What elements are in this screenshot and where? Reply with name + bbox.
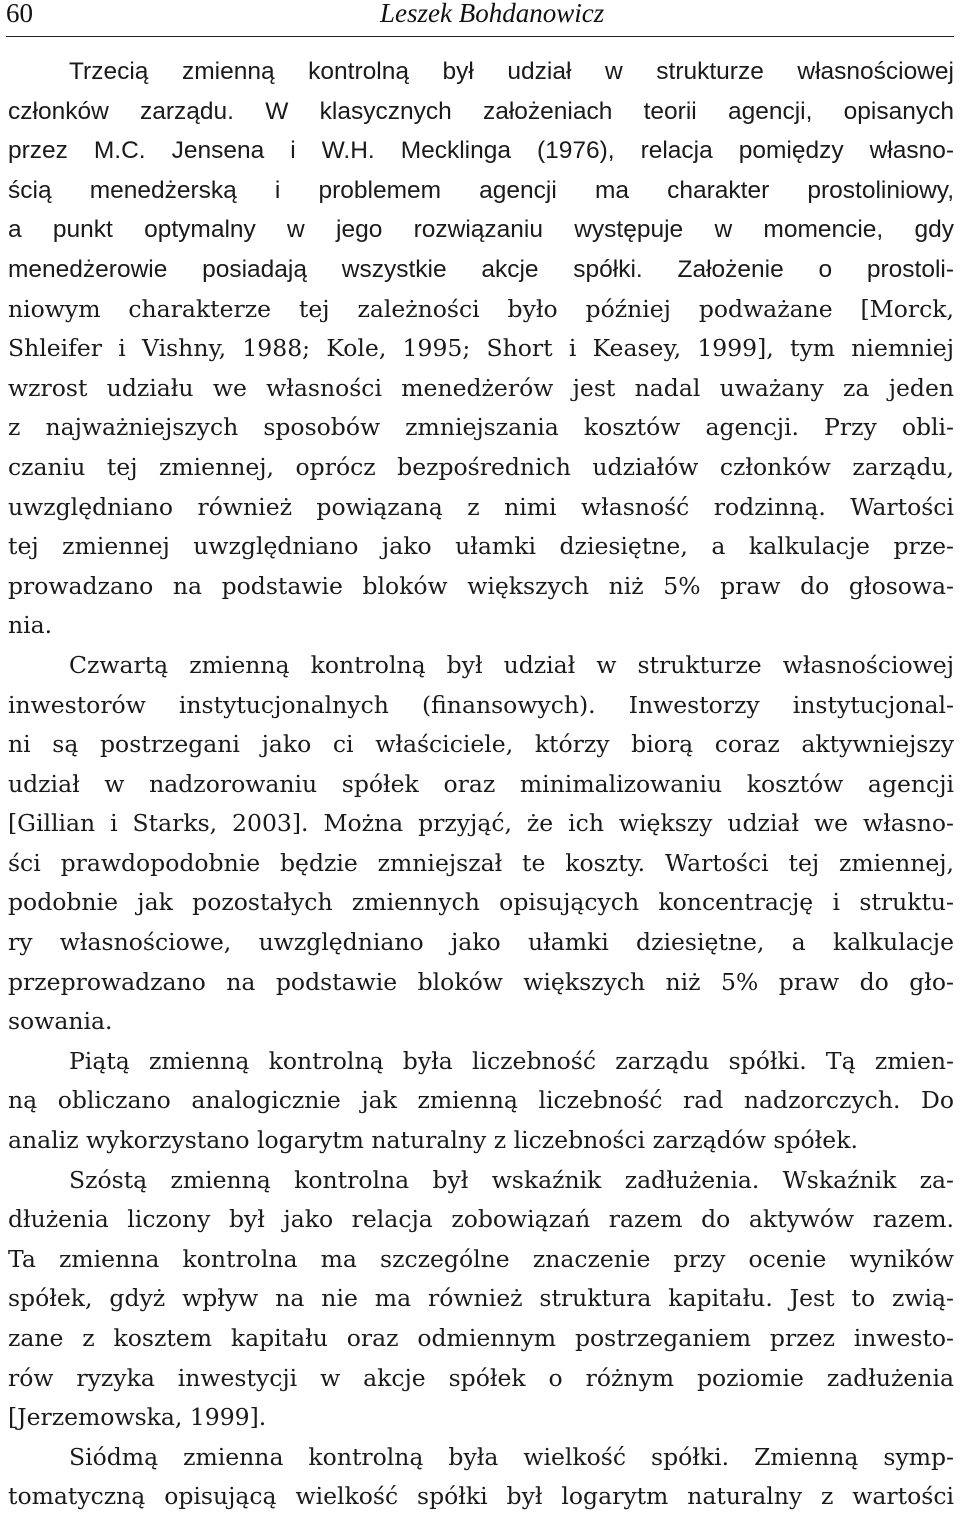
text-line: sowania.	[8, 1007, 113, 1036]
text-line: udział w nadzorowaniu spółek oraz minimalizowaniu kosztów agencji	[8, 769, 954, 798]
text-line: ni są postrzegani jako ci właściciele, którzy biorą coraz aktywniejszy	[8, 730, 954, 759]
text-line: spółek, gdyż wpływ na nie ma również struktura kapitału. Jest to zwią-	[8, 1284, 954, 1313]
text-line: zane z kosztem kapitału oraz odmiennym postrzeganiem przez inwesto-	[8, 1324, 954, 1352]
text-line: przeprowadzano na podstawie bloków większych niż 5% praw do gło-	[8, 967, 954, 996]
text-line: uwzględniano również powiązaną z nimi własność rodzinną. Wartości	[8, 492, 954, 521]
text-line: z najważniejszych sposobów zmniejszania kosztów agencji. Przy obli-	[8, 413, 954, 442]
text-line: prowadzano na podstawie bloków większych niż 5% praw do głosowa-	[8, 571, 954, 600]
paragraph-first-line: Czwartą zmienną kontrolną był udział w strukturze własnościowej	[69, 650, 954, 679]
text-line: przez M.C. Jensena i W.H. Mecklinga (1976), relacja pomiędzy własno-	[8, 137, 954, 165]
paragraph-first-line: Trzecią zmienną kontrolną był udział w strukturze własnościowej	[69, 58, 954, 85]
running-header	[6, 0, 954, 37]
text-line: Shleifer i Vishny, 1988; Kole, 1995; Short i Keasey, 1999], tym niemniej	[8, 334, 954, 363]
text-line: [Gillian i Starks, 2003]. Można przyjąć, że ich większy udział we własno-	[8, 809, 954, 838]
text-line: [Jerzemowska, 1999].	[8, 1403, 267, 1432]
text-line: ry własnościowe, uwzględniano jako ułamki dziesiętne, a kalkulacje	[8, 928, 954, 957]
text-line: podobnie jak pozostałych zmiennych opisujących koncentrację i struktu-	[8, 888, 954, 917]
text-line: analiz wykorzystano logarytm naturalny z liczebności zarządów spółek.	[8, 1126, 858, 1155]
text-line: Ta zmienna kontrolna ma szczególne znaczenie przy ocenie wyników	[8, 1244, 954, 1273]
text-line: czaniu tej zmiennej, oprócz bezpośrednich udziałów członków zarządu,	[8, 452, 954, 481]
text-line: menedżerowie posiadają wszystkie akcje spółki. Założenie o prostoli-	[8, 255, 954, 283]
running-title: Leszek Bohdanowicz	[380, 0, 605, 28]
text-line: ścią menedżerską i problemem agencji ma charakter prostoliniowy,	[8, 176, 954, 204]
paragraph-first-line: Siódmą zmienna kontrolną była wielkość spółki. Zmienną symp-	[69, 1442, 954, 1471]
text-line: wzrost udziału we własności menedżerów jest nadal uważany za jeden	[8, 373, 954, 402]
paragraph-first-line: Szóstą zmienną kontrolna był wskaźnik zadłużenia. Wskaźnik za-	[69, 1165, 954, 1194]
text-line: dłużenia liczony był jako relacja zobowiązań razem do aktywów razem.	[8, 1205, 954, 1234]
text-line: tomatyczną opisującą wielkość spółki był logarytm naturalny z wartości	[8, 1482, 954, 1511]
text-line: ną obliczano analogicznie jak zmienną liczebność rad nadzorczych. Do	[8, 1086, 954, 1115]
text-line: nia.	[8, 611, 53, 640]
page-number: 60	[6, 0, 33, 28]
text-line: rów ryzyka inwestycji w akcje spółek o różnym poziomie zadłużenia	[8, 1363, 954, 1392]
text-line: członków zarządu. W klasycznych założeniach teorii agencji, opisanych	[8, 97, 954, 125]
text-line: ści prawdopodobnie będzie zmniejszał te koszty. Wartości tej zmiennej,	[8, 848, 954, 877]
text-line: inwestorów instytucjonalnych (finansowych). Inwestorzy instytucjonal-	[8, 690, 954, 719]
body-text	[8, 52, 954, 1517]
text-line: niowym charakterze tej zależności było później podważane [Morck,	[8, 294, 954, 323]
text-line: tej zmiennej uwzględniano jako ułamki dziesiętne, a kalkulacje prze-	[8, 532, 954, 561]
paragraph-first-line: Piątą zmienną kontrolną była liczebność zarządu spółki. Tą zmien-	[69, 1046, 954, 1075]
text-line: a punkt optymalny w jego rozwiązaniu występuje w momencie, gdy	[8, 216, 954, 244]
